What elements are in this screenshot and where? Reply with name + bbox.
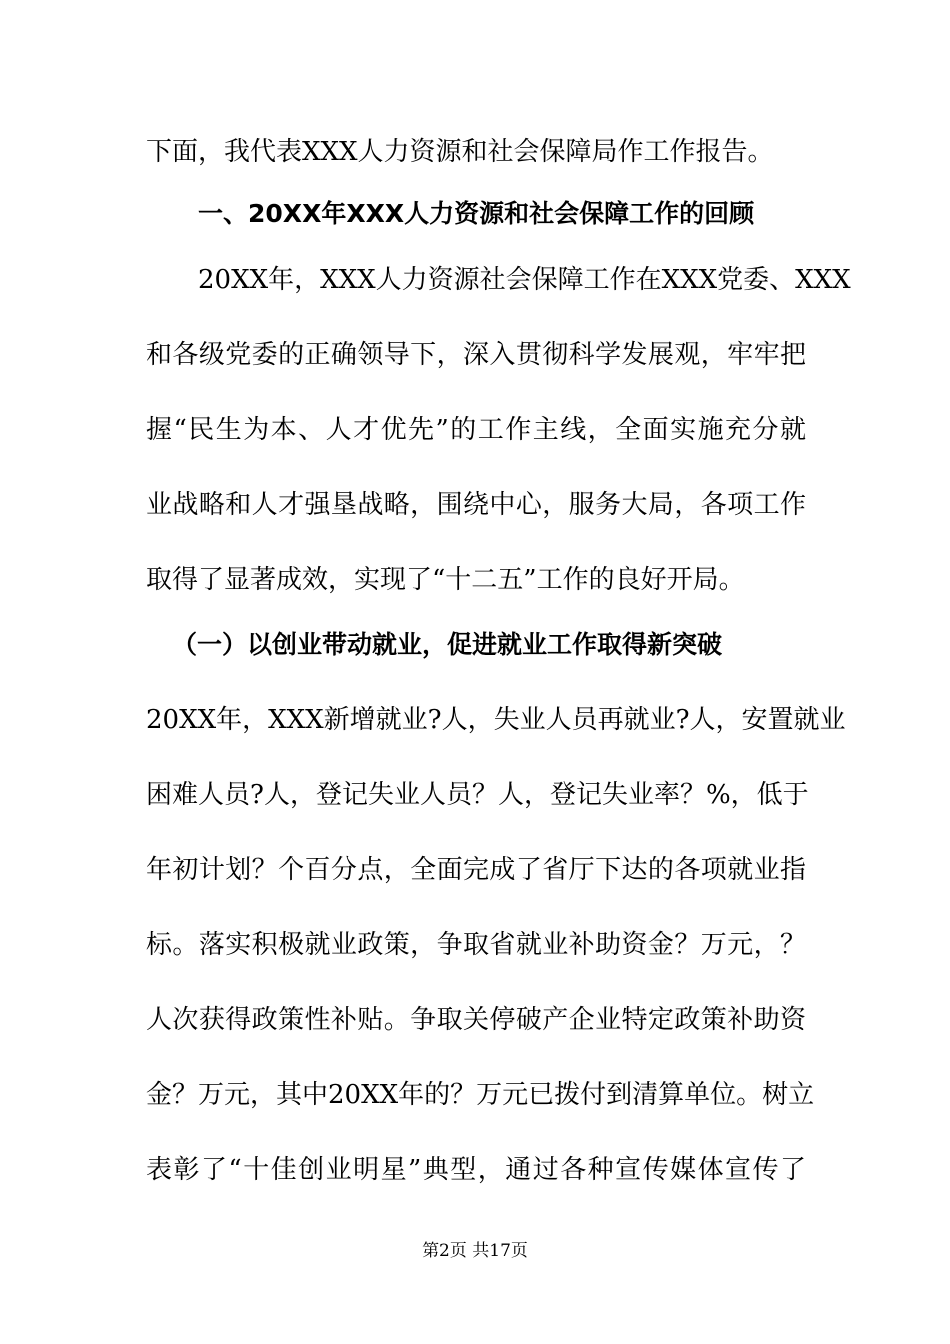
paragraph-line: 业战略和人才强垦战略，围绕中心，服务大局，各项工作: [146, 490, 806, 520]
paragraph-line: 取得了显著成效，实现了“十二五”工作的良好开局。: [146, 565, 745, 595]
paragraph-line: 金？万元，其中20XX年的？万元已拨付到清算单位。树立: [146, 1080, 815, 1110]
paragraph-line: 人次获得政策性补贴。争取关停破产企业特定政策补助资: [146, 1005, 806, 1035]
paragraph-line: 握“民生为本、人才优先”的工作主线，全面实施充分就: [146, 415, 806, 445]
intro-line: 下面，我代表XXX人力资源和社会保障局作工作报告。: [146, 137, 774, 167]
paragraph-line: 年初计划？个百分点，全面完成了省厅下达的各项就业指: [146, 855, 806, 885]
paragraph-line: 困难人员?人，登记失业人员？人，登记失业率？%，低于: [146, 780, 809, 810]
section-heading-1: 一、20XX年XXX人力资源和社会保障工作的回顾: [198, 199, 755, 228]
section-heading-2: （一）以创业带动就业，促进就业工作取得新突破: [172, 630, 723, 659]
paragraph-line: 和各级党委的正确领导下，深入贯彻科学发展观，牢牢把: [146, 340, 806, 370]
paragraph-line: 20XX年，XXX新增就业?人，失业人员再就业?人，安置就业: [146, 705, 846, 735]
page-footer: 第2页 共17页: [422, 1241, 528, 1261]
paragraph-line: 表彰了“十佳创业明星”典型，通过各种宣传媒体宣传了: [146, 1155, 806, 1185]
paragraph-line: 20XX年，XXX人力资源社会保障工作在XXX党委、XXX: [198, 265, 851, 295]
paragraph-line: 标。落实积极就业政策，争取省就业补助资金？万元，？: [146, 930, 806, 960]
